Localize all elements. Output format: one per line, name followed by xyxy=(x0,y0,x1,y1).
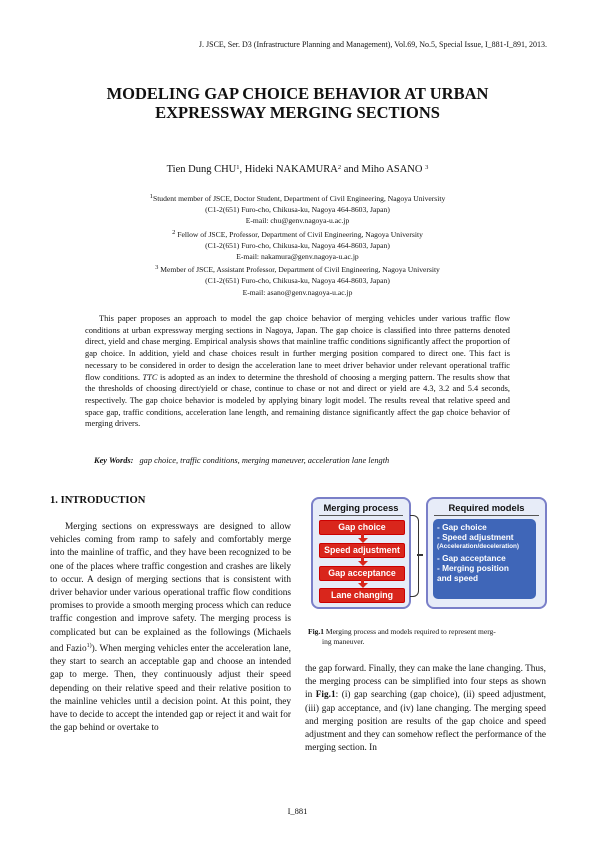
step-lane-changing: Lane changing xyxy=(319,588,405,603)
model-item: and speed xyxy=(437,573,479,584)
abstract-text: is adopted as an index to determine the threshold of choosing a merging pattern. The results show that the thresholds of choosing direct/yield or chase, continue to chase or not and direct or yield are 4.3, 3.2 and 5.4 seconds, respectively. The gap choice behavior is modeled by applying binary logit model. The results reveal that relative speed and space gap, traffic conditions, acceleration lane length, and remaining distance significantly affect the gap choice behavior of merging drivers. xyxy=(85,372,510,429)
affiliation-text: (C1-2(651) Furo-cho, Chikusa-ku, Nagoya 464-8603, Japan) xyxy=(205,205,390,215)
body-text: Merging sections on expressways are designed to allow vehicles coming from ramp to safely and comfortably merge into the mainline of traffic, and they have been recognized to be one of the places where traffic congestion and crashes are likely to occur. A design of merging sections that is consistent with driver behavior under various operational traffic flow conditions promises to provide a smooth merging process which can reduce traffic congestion and improve safety. The merging process is complicated but can be explained as the followings (Michaels and Fazio xyxy=(50,522,291,654)
merging-process-panel xyxy=(311,497,411,609)
affiliation-line xyxy=(0,215,595,226)
affiliation-line xyxy=(0,251,595,262)
required-models-panel xyxy=(426,497,547,609)
author-1: Tien Dung CHU xyxy=(166,164,237,175)
affiliation-email: E-mail: chu@genv.nagoya-u.ac.jp xyxy=(245,216,350,226)
brace-tip xyxy=(417,554,423,556)
citation-ref: 1) xyxy=(86,642,92,649)
model-item: - Speed adjustment xyxy=(437,532,514,543)
step-gap-acceptance: Gap acceptance xyxy=(319,566,405,581)
keywords-text: gap choice, traffic conditions, merging maneuver, acceleration lane length xyxy=(139,456,390,465)
affiliation-sup: 3 xyxy=(155,264,159,272)
affiliation-line xyxy=(0,191,595,204)
author-2-sup: 2 xyxy=(337,164,342,171)
affiliation-sup: 2 xyxy=(172,228,176,236)
abstract xyxy=(85,313,510,430)
affiliation-line xyxy=(0,227,595,240)
author-3-sup: 3 xyxy=(425,164,429,171)
author-list xyxy=(0,164,595,175)
title-divider xyxy=(319,515,403,516)
affiliation-text: Student member of JSCE, Doctor Student, Department of Civil Engineering, Nagoya University xyxy=(152,194,446,203)
title-line-2: EXPRESSWAY MERGING SECTIONS xyxy=(155,103,440,122)
author-sep-2: and xyxy=(341,164,362,175)
affiliation-text: Member of JSCE, Assistant Professor, Department of Civil Engineering, Nagoya University xyxy=(158,265,440,275)
model-item-sub: (Acceleration/deceleration) xyxy=(437,543,520,551)
affiliation-text: (C1-2(651) Furo-cho, Chikusa-ku, Nagoya 464-8603, Japan) xyxy=(205,276,390,286)
body-text: ). When merging vehicles enter the acceleration lane, they start to search an acceptable gap and choose an intended gap to merge. Then, they continuously adjust their speed depending on their relative speed and their relative position to the mainline vehicles until a decision point. At this point, they have to decide to accept the intended gap or reject it and wait for the gap behind or overtake to xyxy=(50,643,292,734)
figure-caption xyxy=(308,627,546,647)
caption-text: Merging process and models required to represent merg- xyxy=(324,627,496,636)
affiliation-line xyxy=(0,275,595,286)
journal-header: J. JSCE, Ser. D3 (Infrastructure Planning and Management), Vol.69, No.5, Special Issue, I_881-I_891, 2013. xyxy=(198,40,547,49)
caption-label: Fig.1 xyxy=(308,627,325,636)
affiliation-email: E-mail: nakamura@genv.nagoya-u.ac.jp xyxy=(236,252,359,262)
title-line-1: MODELING GAP CHOICE BEHAVIOR AT URBAN xyxy=(106,84,489,103)
title-divider xyxy=(434,515,539,516)
author-1-sup: 1 xyxy=(236,164,240,171)
author-sep-1: , xyxy=(239,164,245,175)
keywords-label: Key Words: xyxy=(94,456,134,465)
models-list xyxy=(433,519,536,599)
body-text: the gap forward. Finally, they can make the lane changing. Thus, the merging process can be simplified into four steps as shown in xyxy=(305,664,546,701)
merging-process-title: Merging process xyxy=(323,502,399,513)
figure-1 xyxy=(311,497,547,607)
brace-icon xyxy=(410,515,419,597)
abstract-text: This paper proposes an approach to model the gap choice behavior of merging vehicles under various traffic flow conditions at urban expressway merging sections in Nagoya, Japan. The gap choice is classified into three patterns denoted direct, yield and chase merging. Empirical analysis shows that mainline traffic conditions significantly affect the proportion of gap choice. In addition, yield and chase choices result in further merging position compared to direct one. This fact is necessary to be considered in order to design the acceleration lane to meet driver behavior under relevant operational traffic flow conditions. xyxy=(85,314,510,382)
author-2: Hideki NAKAMURA xyxy=(244,164,338,175)
required-models-title: Required models xyxy=(448,502,525,513)
body-left-column xyxy=(50,521,291,735)
affiliation-line xyxy=(0,287,595,298)
affiliation-line xyxy=(0,204,595,215)
page-number: I_881 xyxy=(287,806,308,816)
caption-text-cont: ing maneuver. xyxy=(322,637,365,646)
body-right-column xyxy=(305,663,546,755)
model-item: - Gap acceptance xyxy=(437,552,506,563)
paper-title xyxy=(0,84,595,122)
body-text: : (i) gap searching (gap choice), (ii) speed adjustment, (iii) gap acceptance, and (iv) lane changing. The merging speed and merging position are results of the gap choice and speed adjustment and they can somehow reflect the performance of the merging section. In xyxy=(305,690,546,754)
section-heading: 1. INTRODUCTION xyxy=(50,495,146,506)
model-item: - Gap choice xyxy=(437,522,487,532)
step-gap-choice: Gap choice xyxy=(319,520,405,535)
step-speed-adjustment: Speed adjustment xyxy=(319,543,405,558)
affiliation-sup: 1 xyxy=(149,193,153,200)
affiliation-text: (C1-2(651) Furo-cho, Chikusa-ku, Nagoya 464-8603, Japan) xyxy=(205,240,390,250)
keywords xyxy=(94,456,389,465)
abstract-ttc: TTC xyxy=(142,372,158,382)
figure-ref: Fig.1 xyxy=(315,690,336,701)
model-item: - Merging position xyxy=(437,562,509,573)
author-3: Miho ASANO xyxy=(361,164,426,175)
affiliation-line xyxy=(0,262,595,275)
affiliations xyxy=(0,191,595,298)
affiliation-line xyxy=(0,240,595,251)
affiliation-text: Fellow of JSCE, Professor, Department of Civil Engineering, Nagoya University xyxy=(175,229,423,239)
affiliation-email: E-mail: asano@genv.nagoya-u.ac.jp xyxy=(242,287,353,297)
